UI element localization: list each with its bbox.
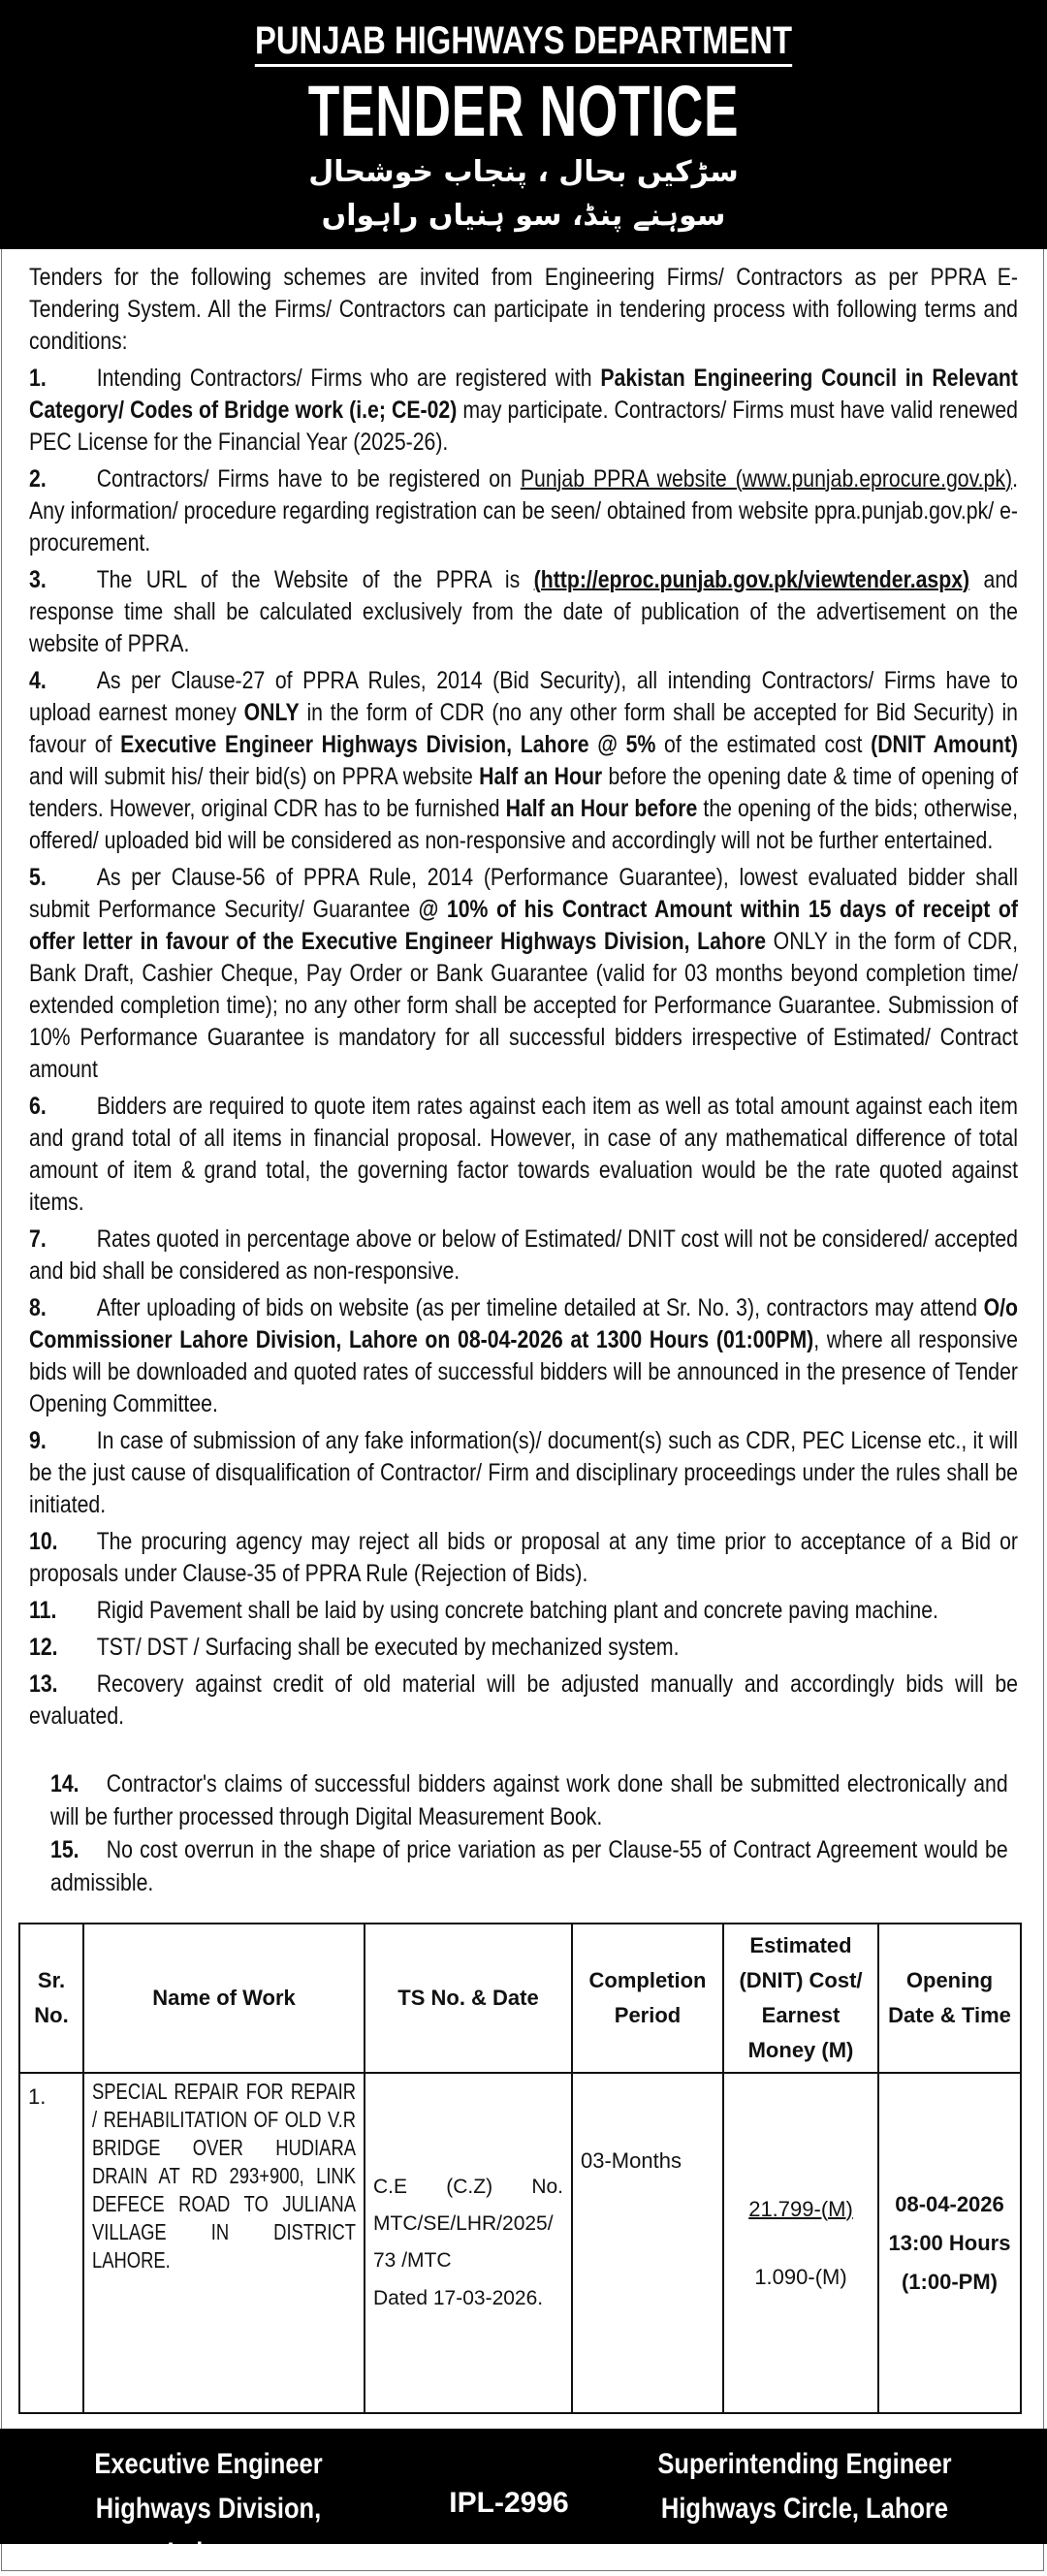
term-number: 6. [29,1093,47,1120]
term-item [29,1425,1018,1521]
header-opening-date: Opening Date & Time [878,1924,1021,2073]
term-item [29,1669,1018,1733]
header-name-of-work: Name of Work [83,1924,365,2073]
term-item [29,862,1018,1086]
cell-cost [723,2073,878,2413]
term-number: 7. [29,1225,47,1253]
term-item [29,665,1018,857]
text-segment: As per Clause-56 of PPRA Rule, 2014 (Performance Guarantee), lowest evaluated bidder shall submit Performance Security/ Guarantee [29,864,1018,923]
term-number: 11. [29,1597,57,1624]
cell-name-of-work: SPECIAL REPAIR FOR REPAIR / REHABILITATION OF OLD V.R BRIDGE OVER HUDIARA DRAIN AT RD 293+900, LINK DEFECE ROAD TO JULIANA VILLAGE IN DISTRICT LAHORE. [92,2079,356,2273]
term-number: 2. [29,465,47,493]
text-segment: In case of submission of any fake information(s)/ document(s) such as CDR, PEC License etc., it will be the just cause of disqualification of Contractor/ Firm and disciplinary proceedings under the rules shall be initiated. [29,1427,1018,1518]
header-estimated-cost: Estimated (DNIT) Cost/ Earnest Money (M) [723,1924,878,2073]
text-segment: ONLY in the form of CDR, Bank Draft, Cashier Cheque, Pay Order or Bank Guarantee (valid for 03 months beyond completion time/ extended completion time); no any other form shall be accepted for Performance Guarantee. Submission of 10% Performance Guarantee is mandatory for all successful bidders irrespective of Estimated/ Contract amount [29,928,1018,1083]
right-signatory-title: Superintending Engineer [657,2448,952,2480]
text-segment: , where all responsive bids will be downloaded and quoted rates of successful bidders will be announced in the presence of Tender Opening Committee. [29,1326,1018,1417]
cell-sr: 1. [19,2073,83,2413]
term-item [29,1292,1018,1420]
urdu-slogan-1: سڑکیں بحال ، پنجاب خوشحال [308,155,739,189]
bold-text: Half an Hour [479,763,603,790]
terms-list [29,363,1018,1733]
opening-date: 08-04-2026 [895,2191,1004,2216]
term-item [29,1526,1018,1590]
term-item [29,1595,1018,1627]
left-signatory-office: Highways Division, Lahore [95,2493,322,2569]
bold-text: Half an Hour before [505,795,698,822]
table-header-row [19,1924,1021,2073]
text-segment: . Any information/ procedure regarding registration can be seen/ obtained from website ppra.punjab.gov.pk/ e-procurement. [29,465,1018,557]
link-text[interactable]: Punjab PPRA website (www.punjab.eprocure.gov.pk) [520,465,1013,493]
table-row [19,2073,1021,2413]
term-number: 4. [29,667,47,694]
tender-table [18,1923,1022,2414]
bold-text: ONLY [243,699,300,726]
superintending-engineer-block [656,2442,953,2531]
cell-ts [365,2073,572,2413]
ipl-number: IPL-2996 [449,2487,569,2519]
term-number: 14. [50,1770,79,1797]
cell-period: 03-Months [572,2073,723,2413]
term-number: 15. [50,1836,79,1863]
bold-text: @ 10% of his Contract Amount within 15 days of receipt of offer letter in favour of the Executive Engineer Highways Division, Lahore [29,896,1019,955]
text-segment: As per Clause-27 of PPRA Rules, 2014 (Bid Security), all intending Contractors/ Firms have to upload earnest money [29,667,1018,726]
header-ts-no: TS No. & Date [365,1924,572,2073]
text-segment: Tenders for the following schemes are invited from Engineering Firms/ Contractors as per PPRA E-Tendering System. All the Firms/ Contractors can participate in tendering process with following terms and conditions: [29,264,1018,355]
earnest-money: 1.090-(M) [754,2264,847,2289]
text-segment: in the form of CDR (no any other form shall be accepted for Bid Security) in favour of [29,699,1018,758]
term-item [29,1224,1018,1288]
header-completion-period: Completion Period [572,1924,723,2073]
header-sr-no: Sr. No. [19,1924,83,2073]
text-segment: Contractor's claims of successful bidders against work done shall be submitted electronically and will be further processed through Digital Measurement Book. [50,1770,1008,1830]
term-item [50,1767,1008,1833]
term-number: 8. [29,1294,47,1321]
intro-paragraph [29,262,1018,358]
left-signatory-title: Executive Engineer [94,2448,323,2480]
term-item [29,363,1018,459]
cell-opening [878,2073,1021,2413]
ts-date: Dated 17-03-2026. [373,2286,544,2309]
right-signatory-office: Highways Circle, Lahore [660,2493,949,2525]
text-segment: Rates quoted in percentage above or below of Estimated/ DNIT cost will not be considered/ accepted and bid shall be considered as non-responsive. [29,1225,1018,1285]
bold-text: Pakistan Engineering Council in Relevant Category/ Codes of Bridge work (i.e; CE-02) [29,365,1018,424]
notice-title: TENDER NOTICE [307,71,740,151]
term-number: 3. [29,566,47,593]
extra-terms-section [50,1767,1008,1899]
term-number: 1. [29,365,47,392]
text-segment: Recovery against credit of old material will be adjusted manually and accordingly bids will be evaluated. [29,1670,1018,1730]
text-segment: may participate. Contractors/ Firms must have valid renewed PEC License for the Financial Year (2025-26). [29,397,1018,456]
bold-text: O/o Commissioner Lahore Division, Lahore on 08-04-2026 at 1300 Hours (01:00PM) [29,1294,1018,1353]
text-segment: Rigid Pavement shall be laid by using concrete batching plant and concrete paving machine. [96,1597,938,1624]
extra-terms-list [50,1767,1008,1899]
text-segment: No cost overrun in the shape of price variation as per Clause-55 of Contract Agreement would be admissible. [50,1836,1008,1896]
text-segment: Contractors/ Firms have to be registered on [96,465,521,493]
term-number: 9. [29,1427,47,1454]
term-item [29,463,1018,559]
term-number: 12. [29,1634,58,1661]
notice-header [0,0,1047,249]
term-item [29,1091,1018,1219]
text-segment: TST/ DST / Surfacing shall be executed by mechanized system. [96,1634,680,1661]
term-item [50,1833,1008,1899]
term-number: 13. [29,1670,58,1698]
link-text[interactable]: (http://eproc.punjab.gov.pk/viewtender.aspx) [533,566,970,593]
text-segment: and response time shall be calculated exclusively from the date of publication of the advertisement on the website of PPRA. [29,566,1018,657]
text-segment: and will submit his/ their bid(s) on PPRA website [29,763,480,790]
executive-engineer-block [64,2442,353,2576]
signature-footer [0,2429,1047,2569]
text-segment: The URL of the Website of the PPRA is [96,566,534,593]
term-item [29,1632,1018,1664]
term-number: 5. [29,864,47,891]
text-segment: the opening of the bids; otherwise, offered/ uploaded bid will be considered as non-responsive and accordingly will not be further entertained. [29,795,1018,854]
estimated-cost: 21.799-(M) [748,2196,853,2221]
text-segment: The procuring agency may reject all bids or proposal at any time prior to acceptance of a Bid or proposals under Clause-35 of PPRA Rule (Rejection of Bids). [29,1528,1018,1587]
opening-time-pm: (1:00-PM) [901,2269,998,2294]
term-number: 10. [29,1528,58,1555]
ts-number: C.E (C.Z) No. MTC/SE/LHR/2025/ 73 /MTC [373,2175,563,2272]
bold-text: (DNIT Amount) [871,731,1018,758]
text-segment: Intending Contractors/ Firms who are registered with [96,365,601,392]
text-segment: After uploading of bids on website (as per timeline detailed at Sr. No. 3), contractors may attend [96,1294,984,1321]
bold-text: Executive Engineer Highways Division, Lahore @ 5% [120,731,656,758]
department-name: PUNJAB HIGHWAYS DEPARTMENT [255,19,792,67]
text-segment: before the opening date & time of opening of tenders. However, original CDR has to be furnished [29,763,1018,822]
text-segment: of the estimated cost [655,731,872,758]
terms-section [29,262,1018,1733]
urdu-slogan-2: سوہنے پنڈ، سو ہنیاں راہواں [321,199,726,233]
text-segment: Bidders are required to quote item rates against each item as well as total amount against each item and grand total of all items in financial proposal. However, in case of any mathematical difference of total amount of item & grand total, the governing factor towards evaluation would be the rate quoted against items. [29,1093,1018,1216]
opening-time: 13:00 Hours [888,2230,1011,2255]
term-item [29,564,1018,660]
